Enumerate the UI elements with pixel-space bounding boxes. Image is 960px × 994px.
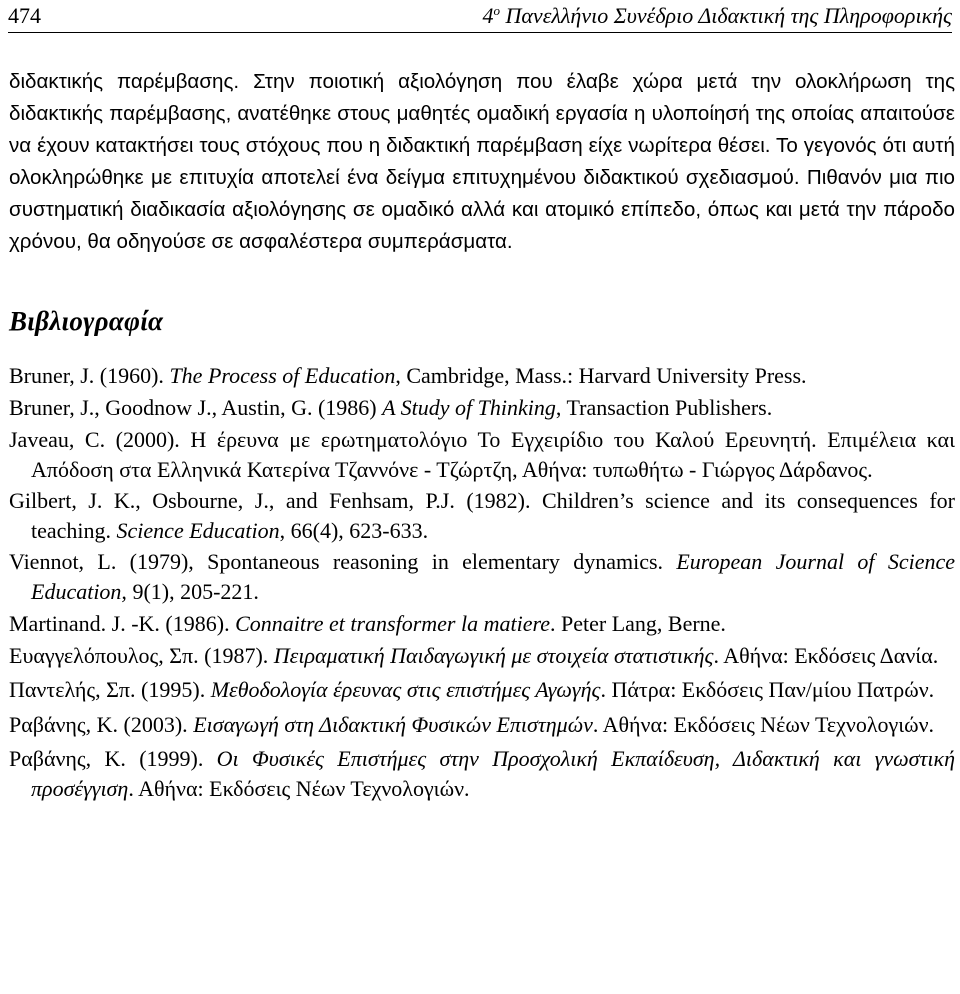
reference-title: The Process of Education	[169, 363, 396, 388]
reference-list	[9, 361, 955, 803]
running-title	[483, 3, 953, 29]
reference-title: Connaitre et transformer la matiere	[235, 611, 550, 636]
reference-item	[9, 744, 955, 803]
reference-text: , Cambridge, Mass.: Harvard University Press.	[395, 363, 807, 388]
bibliography-heading: Βιβλιογραφία	[9, 306, 164, 336]
page-number: 474	[8, 3, 41, 28]
reference-text: Bruner, J., Goodnow J., Austin, G. (1986)	[9, 394, 383, 420]
reference-text: Javeau, C. (2000). Η έρευνα με ερωτηματολόγιο Το Εγχειρίδιο του Καλού Ερευνητή. Επιμέλεια και Απόδοση στα Ελληνικά Κατερίνα Τζαννόνε - Τζώρτζη, Αθήνα: τυπωθήτω - Γιώργος Δάρδανος.	[9, 427, 955, 482]
reference-text: Martinand. J. -K. (1986).	[9, 611, 236, 636]
reference-text: Ευαγγελόπουλος, Σπ. (1987).	[9, 642, 274, 668]
reference-text: Viennot, L. (1979), Spontaneous reasoning in elementary dynamics.	[9, 549, 677, 574]
reference-item	[9, 425, 955, 484]
reference-text: , Transaction Publishers.	[555, 394, 773, 420]
reference-text: Gilbert, J. K., Osbourne, J., and Fenhsam, P.J. (1982). Children’s science and its consequences for teaching.	[9, 488, 955, 543]
reference-item	[9, 361, 955, 391]
reference-text: . Αθήνα: Εκδόσεις Δανία.	[713, 642, 939, 668]
reference-item	[9, 641, 955, 671]
reference-text: Ραβάνης, Κ. (2003).	[9, 711, 194, 737]
reference-item	[9, 547, 955, 606]
reference-title: Science Education	[116, 517, 280, 543]
reference-text: Bruner, J. (1960).	[9, 363, 170, 388]
reference-text: Παντελής, Σπ. (1995).	[9, 677, 211, 702]
conference-ordinal: 4	[482, 3, 494, 28]
reference-title: A Study of Thinking	[382, 394, 556, 420]
body-paragraph: διδακτικής παρέμβασης. Στην ποιοτική αξιολόγηση που έλαβε χώρα μετά την ολοκλήρωση της διδακτικής παρέμβασης, ανατέθηκε στους μαθητές ομαδική εργασία η υλοποίησή της οποίας απαιτούσε να έχουν κατακτήσει τους στόχους που η διδακτική παρέμβαση είχε νωρίτερα θέσει. Το γεγονός ότι αυτή ολοκληρώθηκε με επιτυχία αποτελεί ένα δείγμα επιτυχημένου διδακτικού σχεδιασμού. Πιθανόν μια πιο συστηματική διαδικασία αξιολόγησης σε ομαδικό αλλά και ατομικό επίπεδο, όπως και μετά την πάροδο χρόνου, θα οδηγούσε σε ασφαλέστερα συμπεράσματα.	[9, 70, 955, 253]
reference-title: Οι Φυσικές Επιστήμες στην Προσχολική Εκπαίδευση, Διδακτική και γνωστική προσέγγιση	[31, 746, 955, 801]
reference-title: European Journal of Science Education,	[31, 549, 956, 604]
reference-text: . Αθήνα: Εκδόσεις Νέων Τεχνολογιών.	[592, 711, 935, 737]
reference-item	[9, 486, 955, 545]
reference-item	[9, 393, 955, 423]
reference-item	[9, 710, 955, 740]
reference-title: Μεθοδολογία έρευνας στις επιστήμες Αγωγής	[210, 677, 601, 702]
reference-text: . Πάτρα: Εκδόσεις Παν/μίου Πατρών.	[600, 677, 935, 702]
reference-text: Ραβάνης, Κ. (1999).	[9, 746, 217, 771]
conference-ordinal-superscript: ο	[493, 3, 500, 18]
reference-text: , 66(4), 623-633.	[279, 517, 429, 543]
page-header	[8, 2, 952, 33]
reference-text: . Peter Lang, Berne.	[550, 611, 726, 636]
reference-item	[9, 675, 955, 705]
reference-item	[9, 609, 955, 639]
reference-title: Εισαγωγή στη Διδακτική Φυσικών Επιστημών	[193, 711, 593, 737]
conference-title: Πανελλήνιο Συνέδριο Διδακτική της Πληροφορικής	[500, 3, 952, 28]
reference-text: 9(1), 205-221.	[126, 578, 259, 604]
reference-text: . Αθήνα: Εκδόσεις Νέων Τεχνολογιών.	[128, 775, 470, 801]
reference-title: Πειραματική Παιδαγωγική με στοιχεία στατιστικής	[273, 642, 714, 668]
